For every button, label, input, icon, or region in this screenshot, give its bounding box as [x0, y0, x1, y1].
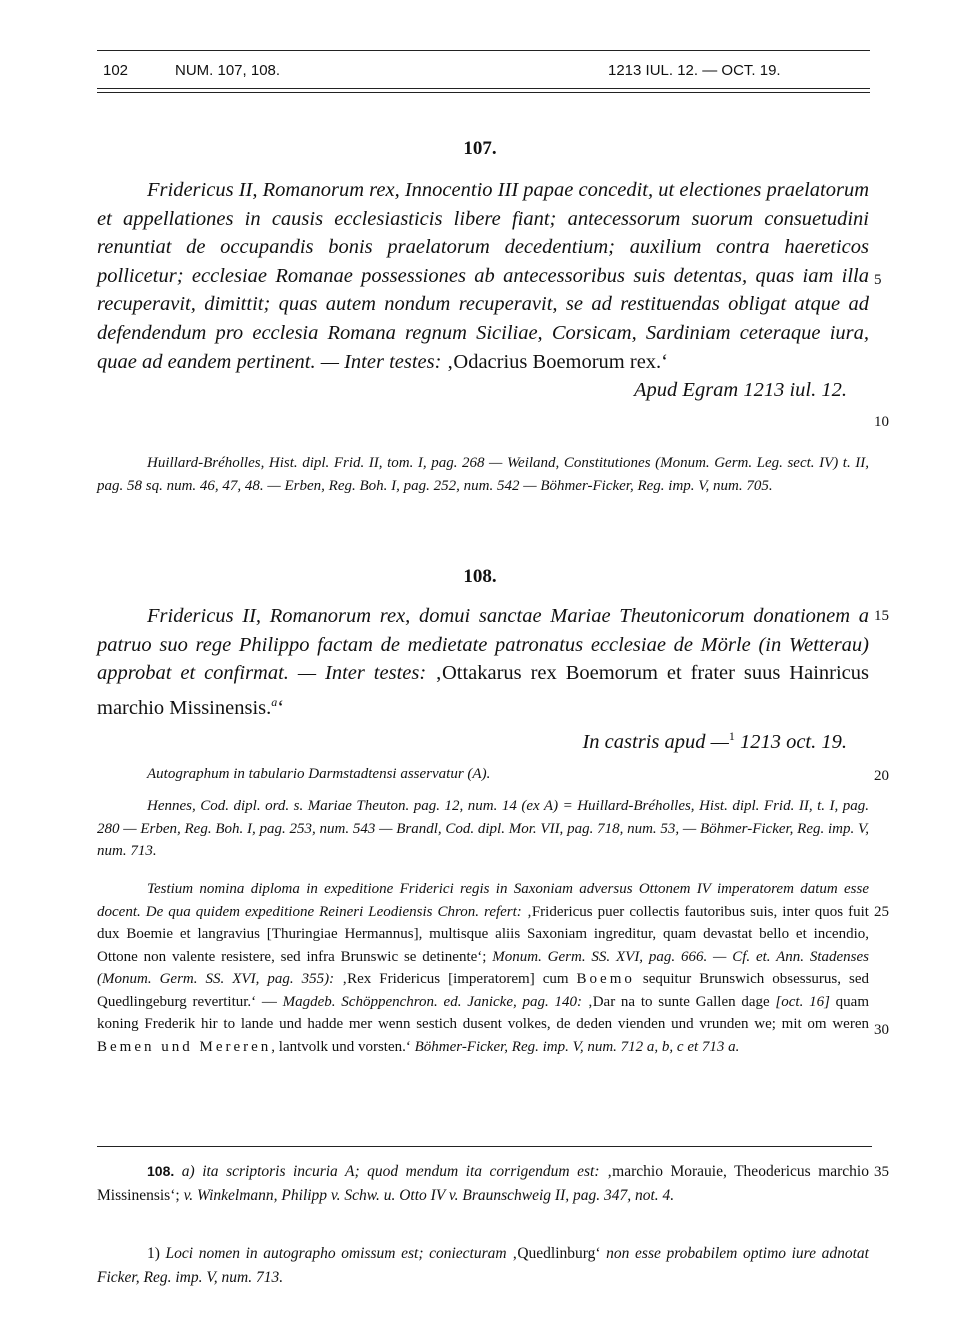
line-number-5: 5 — [874, 272, 882, 288]
commentary-part-f: Magdeb. Schöppenchron. ed. Janicke, pag. 140: — [282, 993, 582, 1010]
commentary-spaced-boemo: Boemo — [576, 971, 635, 987]
commentary-part-g-date: [oct. 16] — [775, 993, 830, 1010]
commentary-part-c: Monum. Germ. SS. XVI, pag. 666. — Cf. et. Ann. Stadenses (Monum. Germ. SS. XVI, pag. 355): — [97, 948, 869, 987]
running-header — [97, 58, 870, 86]
doc-108-witness: ‚Ottakarus rex Boemorum et frater suus Hainricus marchio Missinensis. — [97, 662, 870, 719]
header-rule-top — [97, 50, 870, 51]
doc-108-regest-text: Fridericus II, Romanorum rex, domui sanctae Mariae Theutonicorum donationem a patruo suo rege Philippo factam de medietate patronatus ecclesiae de Mörle (in Wetterau) approbat et confirmat. — Inter testes: — [97, 605, 869, 685]
doc-108-regest — [97, 602, 869, 757]
doc-108-archive-text: Autographum in tabulario Darmstadtensi asservatur (A). — [147, 766, 491, 782]
line-number-35: 35 — [874, 1164, 889, 1180]
doc-107-witness: ‚Odacrius Boemorum rex.‘ — [441, 350, 669, 373]
commentary-part-b: ‚Fridericus puer collectis fautoribus suis, inter quos fuit dux Boemie et langravius [Thuringiae Hermannus], multisque aliis Saxoniam ingreditur, quam devastat bello et incendio, Ottone non valente resistere, sed infra Brunswic se detinente‘; — [97, 903, 869, 965]
line-number-15: 15 — [874, 608, 889, 624]
doc-108-commentary — [97, 878, 869, 1058]
doc-107-dateline: Apud Egram 1213 iul. 12. — [634, 379, 847, 402]
commentary-part-d: ‚Rex Fridericus [imperatorem] cum — [334, 971, 577, 987]
commentary-spaced-bemen: Bemen und Mereren — [97, 1038, 272, 1055]
footnote-1 — [97, 1242, 869, 1289]
footnote-a-part-b: ‚marchio Morauie, Theodericus marchio Missinensis‘; — [97, 1163, 869, 1204]
header-doc-numbers: NUM. 107, 108. — [175, 62, 281, 79]
line-number-10: 10 — [874, 414, 889, 430]
footnote-a-letter: a) — [181, 1163, 195, 1180]
doc-107-references-text: Huillard-Bréholles, Hist. dipl. Frid. II, tom. I, pag. 268 — Weiland, Constitutiones (Monum. Germ. Leg. sect. IV) t. II, pag. 58 sq. num. 46, 47, 48. — Erben, Reg. Boh. I, pag. 252, num. 542 — Böhmer-Ficker, Reg. imp. V, num. 705. — [97, 455, 869, 494]
doc-107-regest — [97, 176, 869, 405]
header-date-range: 1213 IUL. 12. — OCT. 19. — [608, 62, 781, 79]
footnote-1-label: 1) — [147, 1245, 160, 1262]
doc-108-dateline — [97, 722, 869, 756]
footnote-1-part-c: non esse probabilem optimo iure adnotat Ficker, Reg. imp. V, num. 713. — [97, 1245, 869, 1286]
footnote-a — [97, 1160, 869, 1207]
line-number-25: 25 — [874, 904, 889, 920]
doc-108-dateline-pre: In castris apud — — [582, 731, 729, 754]
line-number-30: 30 — [874, 1022, 889, 1038]
line-number-20: 20 — [874, 768, 889, 784]
doc-108-witness-close: ‘ — [277, 696, 285, 719]
footnote-rule — [97, 1146, 872, 1147]
commentary-part-h: quam koning Frederik hir to lande und hadde mer wenn sestich dusent volkes, de deden vienden und vrunden we; mit om weren — [97, 993, 869, 1032]
doc-107-number: 107. — [463, 138, 497, 159]
footnote-1-part-a: Loci nomen in autographo omissum est; coniecturam — [159, 1245, 507, 1262]
footnote-a-part-a: ita scriptoris incuria A; quod mendum ita corrigendum est: — [194, 1163, 600, 1180]
header-rule-bottom-double — [97, 92, 870, 93]
doc-108-editions-text: Hennes, Cod. dipl. ord. s. Mariae Theuton. pag. 12, num. 14 (ex A) = Huillard-Bréholles, Hist. dipl. Frid. II, t. I, pag. 280 — Erben, Reg. Boh. I, pag. 253, num. 543 — Brandl, Cod. dipl. Mor. VII, pag. 718, num. 53, — Böhmer-Ficker, Reg. imp. V, num. 713. — [97, 798, 869, 859]
doc-108-dateline-footnote-marker: 1 — [728, 729, 735, 744]
doc-107-regest-text: Fridericus II, Romanorum rex, Innocentio III papae concedit, ut electiones praelatorum et appellationes in causis ecclesiasticis libere fiant; antecessorum suorum consuetudini renuntiat de occupandis bonis praelatorum decedentium; auxilium contra haereticos pollicetur; ecclesiae Romanae possessiones ab antecessoribus suis detentas, quas iam illa recuperavit, dimittit; quas autem nondum recuperavit, se ad restituendas obligat atque ad defendendum pro ecclesia Romana regnum Siciliae, Corsicam, Sardiniam ceteraque iura, quae ad eandem pertinent. — Inter testes: — [97, 179, 869, 373]
header-rule-bottom — [97, 88, 870, 89]
footnote-a-doc-label: 108. — [147, 1163, 175, 1179]
commentary-part-g: ‚Dar na to sunte Gallen dage — [581, 993, 776, 1010]
footnote-a-part-c: v. Winkelmann, Philipp v. Schw. u. Otto IV v. Braunschweig II, pag. 347, not. 4. — [183, 1186, 675, 1204]
page-number: 102 — [103, 62, 129, 79]
doc-108-number: 108. — [463, 566, 497, 587]
commentary-part-e: sequitur Brunswich obsessurus, sed Quedlingeburg revertitur.‘ — — [97, 971, 869, 1010]
commentary-part-a: Testium nomina diploma in expeditione Friderici regis in Saxoniam adversus Ottonem IV imperatorem datum esse docent. De qua quidem expeditione Reineri Leodiensis Chron. refert: — [97, 881, 869, 920]
doc-108-archive — [97, 763, 869, 786]
footnote-1-part-b: ‚Quedlinburg‘ — [506, 1245, 607, 1262]
doc-108-editions — [97, 795, 869, 863]
doc-108-witness-footnote-marker: a — [271, 694, 278, 709]
commentary-part-i: , lantvolk und vorsten.‘ — [271, 1038, 415, 1055]
doc-108-dateline-post: 1213 oct. 19. — [734, 731, 847, 754]
commentary-part-j: Böhmer-Ficker, Reg. imp. V, num. 712 a, b, c et 713 a. — [414, 1038, 740, 1055]
doc-107-references — [97, 452, 869, 497]
